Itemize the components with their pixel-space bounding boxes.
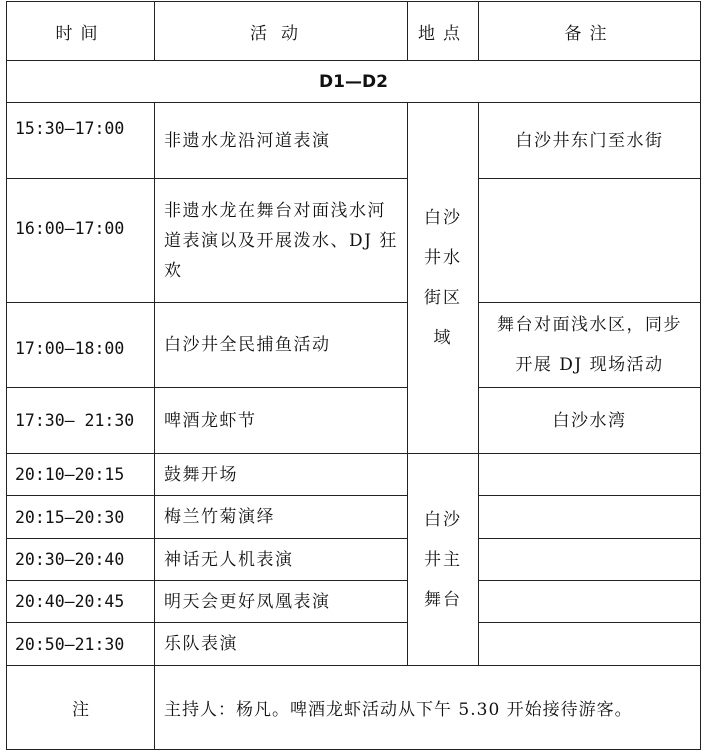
note-cell — [479, 179, 701, 303]
table-row — [7, 454, 701, 496]
note-cell — [479, 623, 701, 666]
time-cell: 20:30—20:40 — [7, 539, 155, 581]
schedule-table — [6, 1, 701, 750]
note-cell — [479, 581, 701, 623]
time-cell: 20:40—20:45 — [7, 581, 155, 623]
header-time: 时间 — [7, 2, 155, 61]
header-location: 地点 — [408, 2, 479, 61]
location-waterfront-text: 白沙井水街区域 — [424, 208, 462, 348]
header-activity: 活动 — [155, 2, 408, 61]
activity-cell: 非遗水龙在舞台对面浅水河道表演以及开展泼水、DJ 狂欢 — [155, 179, 408, 303]
activity-cell: 鼓舞开场 — [155, 454, 408, 496]
table-row — [7, 103, 701, 179]
table-row — [7, 496, 701, 539]
time-cell: 17:00—18:00 — [7, 303, 155, 388]
time-cell: 20:10—20:15 — [7, 454, 155, 496]
footer-label: 注 — [7, 666, 155, 750]
time-cell: 20:15—20:30 — [7, 496, 155, 539]
note-cell — [479, 539, 701, 581]
note-cell — [479, 454, 701, 496]
activity-cell: 白沙井全民捕鱼活动 — [155, 303, 408, 388]
day-row — [7, 61, 701, 103]
note-cell — [479, 496, 701, 539]
note-cell: 白沙水湾 — [479, 388, 701, 454]
table-row — [7, 303, 701, 388]
time-cell: 15:30—17:00 — [7, 103, 155, 179]
table-row — [7, 581, 701, 623]
activity-cell: 梅兰竹菊演绎 — [155, 496, 408, 539]
table-row — [7, 623, 701, 666]
day-label: D1—D2 — [7, 61, 701, 103]
location-main-stage — [408, 454, 479, 666]
activity-cell: 啤酒龙虾节 — [155, 388, 408, 454]
note-cell: 白沙井东门至水街 — [479, 103, 701, 179]
time-cell: 17:30— 21:30 — [7, 388, 155, 454]
table-row — [7, 388, 701, 454]
time-cell: 16:00—17:00 — [7, 179, 155, 303]
footer-text: 主持人：杨凡。啤酒龙虾活动从下午 5.30 开始接待游客。 — [155, 666, 701, 750]
table-row — [7, 539, 701, 581]
note-text: 舞台对面浅水区，同步开展 DJ 现场活动 — [497, 315, 682, 375]
note-cell — [479, 303, 701, 388]
location-main-stage-text: 白沙井主舞台 — [424, 509, 462, 610]
header-notes: 备注 — [479, 2, 701, 61]
footer-row — [7, 666, 701, 750]
activity-cell: 神话无人机表演 — [155, 539, 408, 581]
activity-cell: 明天会更好凤凰表演 — [155, 581, 408, 623]
table-row — [7, 179, 701, 303]
time-cell: 20:50—21:30 — [7, 623, 155, 666]
location-waterfront — [408, 103, 479, 454]
header-row — [7, 2, 701, 61]
activity-cell: 非遗水龙沿河道表演 — [155, 103, 408, 179]
activity-cell: 乐队表演 — [155, 623, 408, 666]
